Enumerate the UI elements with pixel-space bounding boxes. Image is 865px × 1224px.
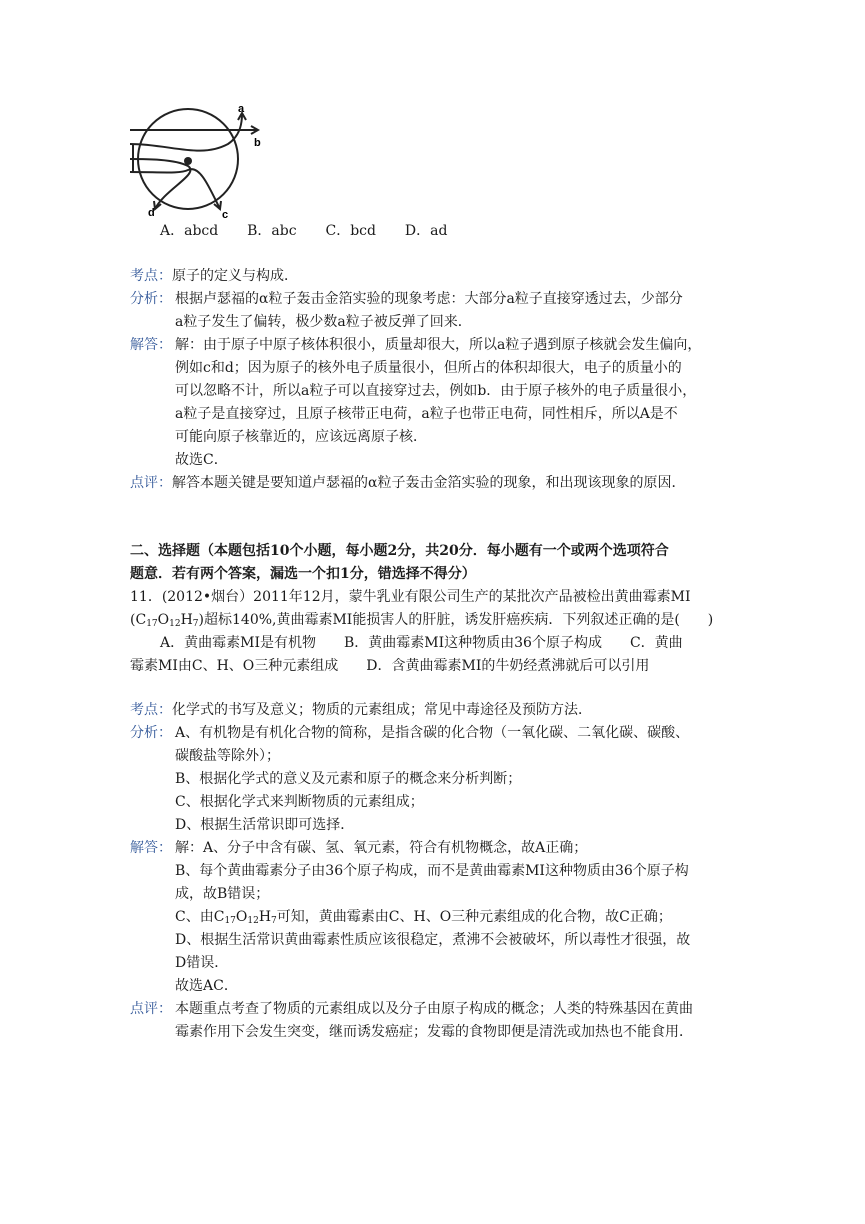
q10-jieda-tag: 解答：	[130, 337, 172, 353]
q10-jieda-line: 例如c和d；因为原子的核外电子质量很小，但所占的体积却很大，电子的质量小的	[175, 360, 682, 376]
q11-fenxi-line: C、根据化学式来判断物质的元素组成；	[175, 794, 424, 810]
q10-jieda-line: a粒子是直接穿过，且原子核带正电荷，a粒子也带正电荷，同性相斥，所以A是不	[175, 406, 678, 422]
q11-fenxi-line: A、有机物是有机化合物的简称，是指含碳的化合物（一氧化碳、二氧化碳、碳酸、	[175, 725, 690, 741]
q11-fenxi-line: B、根据化学式的意义及元素和原子的概念来分析判断；	[175, 771, 522, 787]
q10-kaodian	[130, 267, 298, 285]
q11-jieda-line: D错误．	[175, 955, 229, 971]
q10-jieda-line: 故选C．	[175, 452, 228, 468]
q10-jieda-line: 解：由于原子中原子核体积很小，质量却很大，所以a粒子遇到原子核就会发生偏向，	[175, 337, 702, 353]
q11-kaodian	[130, 701, 592, 719]
q11-fenxi-line: D、根据生活常识即可选择．	[175, 817, 355, 833]
q11-options-line1: A．黄曲霉素MI是有机物 B．黄曲霉素MI这种物质由36个原子构成 C．黄曲	[160, 635, 683, 651]
q10-dianping	[130, 474, 685, 492]
alpha-scattering-diagram	[130, 104, 270, 222]
q10-jieda-line: 可能向原子核靠近的，应该远离原子核．	[175, 429, 427, 445]
label-a: a	[238, 104, 245, 115]
q10-option-d: D．ad	[404, 223, 448, 239]
q11-stem-line2: $(C_{17}O_{12}H_7)$超标140%,黄曲霉素MI能损害人的肝脏，诱发肝癌疾病．下列叙述正确的是( )	[130, 612, 714, 629]
q11-fenxi-tag: 分析：	[130, 725, 172, 741]
q11-dianping-tag: 点评：	[130, 1001, 172, 1017]
section2-heading-line: 题意．若有两个答案，漏选一个扣1分，错选择不得分）	[130, 566, 476, 582]
q11-formula: $C_{17}O_{12}H_7$	[135, 612, 199, 629]
q11-jieda-line: D、根据生活常识黄曲霉素性质应该很稳定，煮沸不会被破坏，所以毒性才很强，故	[175, 932, 691, 948]
q11-fenxi-line: 碳酸盐等除外）；	[175, 748, 280, 764]
q11-jieda-line: 成，故B错误；	[175, 886, 270, 902]
q11-jieda-tag: 解答：	[130, 840, 172, 856]
q11-kaodian-tag: 考点：	[130, 702, 172, 718]
q11-formula-inline: $C_{17}O_{12}H_7$	[213, 909, 277, 926]
q11-stem-line1: 11．(2012•烟台）2011年12月，蒙牛乳业有限公司生产的某批次产品被检出黄曲霉素MI	[130, 589, 691, 605]
q10-dianping-tag: 点评：	[130, 475, 172, 491]
q11-dianping-line: 本题重点考查了物质的元素组成以及分子由原子构成的概念；人类的特殊基因在黄曲	[175, 1001, 693, 1017]
q10-options	[160, 222, 447, 240]
q10-kaodian-text: 原子的定义与构成．	[172, 268, 298, 284]
label-b: b	[254, 137, 261, 149]
q11-jieda-line: 故选AC．	[175, 978, 238, 994]
q10-option-a: A．abcd	[160, 223, 219, 239]
q10-fenxi-line: 根据卢瑟福的α粒子轰击金箔实验的现象考虑：大部分a粒子直接穿透过去，少部分	[175, 291, 683, 307]
label-c: c	[222, 209, 229, 221]
q10-option-b: B．abc	[247, 223, 297, 239]
q11-jieda-line-c: C、由$C_{17}O_{12}H_7$可知，黄曲霉素由C、H、O三种元素组成的化合物，故C正确；	[175, 909, 672, 926]
q11-jieda-line: 解：A、分子中含有碳、氢、氧元素，符合有机物概念，故A正确；	[175, 840, 588, 856]
q10-kaodian-tag: 考点：	[130, 268, 172, 284]
path-c	[130, 169, 220, 209]
q10-option-c: C．bcd	[325, 223, 376, 239]
q11-options-line2: 霉素MI由C、H、O三种元素组成 D．含黄曲霉素MI的牛奶经煮沸就后可以引用	[130, 658, 650, 674]
q11-kaodian-text: 化学式的书写及意义；物质的元素组成；常见中毒途径及预防方法．	[172, 702, 592, 718]
q10-dianping-text: 解答本题关键是要知道卢瑟福的α粒子轰击金箔实验的现象，和出现该现象的原因．	[172, 475, 686, 491]
q11-jieda-line: B、每个黄曲霉素分子由36个原子构成，而不是黄曲霉素MI这种物质由36个原子构	[175, 863, 689, 879]
label-d: d	[148, 207, 155, 219]
section2-heading-line: 二、选择题（本题包括10个小题，每小题2分，共20分．每小题有一个或两个选项符合	[130, 543, 669, 559]
q11-dianping-line: 霉素作用下会发生突变，继而诱发癌症；发霉的食物即便是清洗或加热也不能食用．	[175, 1024, 693, 1040]
q10-fenxi-line: a粒子发生了偏转，极少数a粒子被反弹了回来．	[175, 314, 472, 330]
q10-fenxi-tag: 分析：	[130, 291, 172, 307]
q10-jieda-line: 可以忽略不计，所以a粒子可以直接穿过去，例如b．由于原子核外的电子质量很小，	[175, 383, 697, 399]
